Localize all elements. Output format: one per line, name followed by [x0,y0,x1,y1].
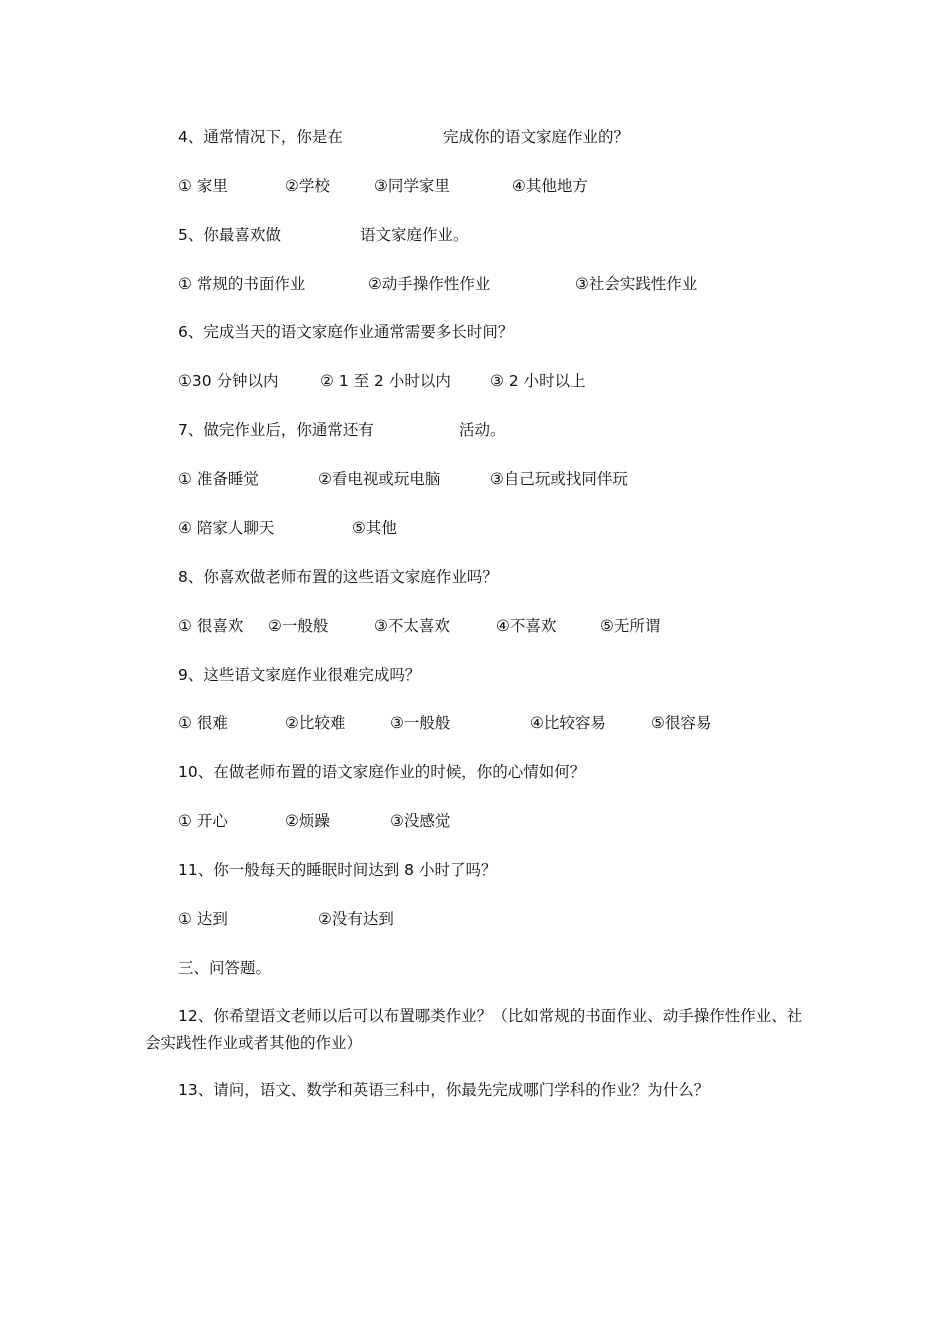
q4-option-2: ②学校 [285,177,330,195]
q5-option-2: ②动手操作性作业 [368,275,491,293]
q5-option-1: ① 常规的书面作业 [178,275,306,293]
q10-stem: 10、在做老师布置的语文家庭作业的时候，你的心情如何？ [178,763,586,781]
q4-option-1: ① 家里 [178,177,228,195]
q11-stem: 11、你一般每天的睡眠时间达到 8 小时了吗？ [178,861,497,879]
q8-stem: 8、你喜欢做老师布置的这些语文家庭作业吗？ [178,568,498,586]
q4-option-3: ③同学家里 [374,177,450,195]
q8-option-4: ④不喜欢 [496,617,557,635]
section-3-heading: 三、问答题。 [178,959,272,977]
q9-option-5: ⑤很容易 [651,714,712,732]
q5-stem-a: 5、你最喜欢做 [178,226,281,244]
q7-stem-a: 7、做完作业后，你通常还有 [178,421,374,439]
q5-stem-b: 语文家庭作业。 [360,226,469,244]
q7-option-3: ③自己玩或找同伴玩 [490,470,628,488]
q4-stem-b: 完成你的语文家庭作业的？ [443,128,630,146]
q7-option-4: ④ 陪家人聊天 [178,519,275,537]
q7-stem-b: 活动。 [459,421,506,439]
q12-question: 12、你希望语文老师以后可以布置哪类作业？（比如常规的书面作业、动手操作性作业、社会实践性作业或者其他的作业） [145,1007,803,1052]
q10-option-2: ②烦躁 [285,812,330,830]
q7-option-2: ②看电视或玩电脑 [318,470,441,488]
q5-option-3: ③社会实践性作业 [575,275,698,293]
q4-stem-a: 4、通常情况下，你是在 [178,128,343,146]
q6-stem: 6、完成当天的语文家庭作业通常需要多长时间？ [178,323,514,341]
q9-stem: 9、这些语文家庭作业很难完成吗？ [178,666,421,684]
q11-option-2: ②没有达到 [318,910,394,928]
q10-option-3: ③没感觉 [390,812,451,830]
q9-option-2: ②比较难 [285,714,346,732]
q9-option-3: ③一般般 [390,714,451,732]
q8-option-2: ②一般般 [268,617,329,635]
q13-question: 13、请问，语文、数学和英语三科中，你最先完成哪门学科的作业？为什么？ [178,1081,710,1099]
q8-option-3: ③不太喜欢 [374,617,450,635]
q7-option-1: ① 准备睡觉 [178,470,259,488]
q6-option-3: ③ 2 小时以上 [490,372,586,390]
q4-option-4: ④其他地方 [512,177,588,195]
q7-option-5: ⑤其他 [352,519,397,537]
q11-option-1: ① 达到 [178,910,228,928]
q6-option-2: ② 1 至 2 小时以内 [320,372,451,390]
q8-option-5: ⑤无所谓 [600,617,661,635]
q6-option-1: ①30 分钟以内 [178,372,279,390]
q10-option-1: ① 开心 [178,812,228,830]
q9-option-4: ④比较容易 [530,714,606,732]
q9-option-1: ① 很难 [178,714,228,732]
q8-option-1: ① 很喜欢 [178,617,244,635]
